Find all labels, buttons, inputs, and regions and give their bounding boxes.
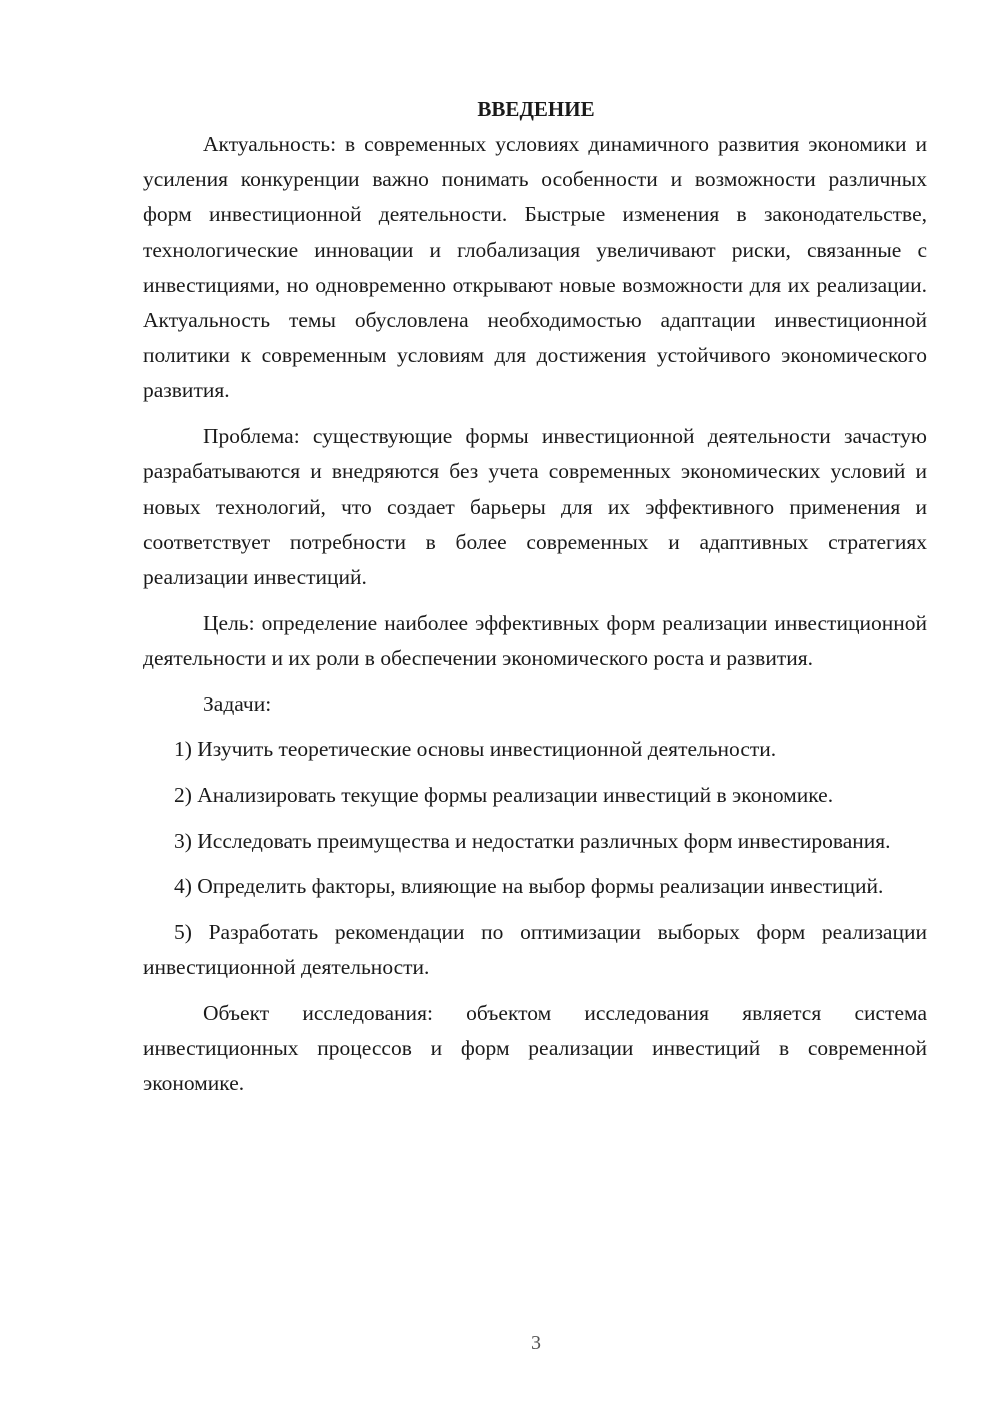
paragraph-goal: Цель: определение наиболее эффективных форм реализации инвестиционной деятельности и их роли в обеспечении экономического роста и развития. — [143, 610, 927, 670]
page-title: ВВЕДЕНИЕ — [477, 97, 595, 121]
task-item-1: 1) Изучить теоретические основы инвестиционной деятельности. — [174, 737, 777, 762]
task-item-5: 5) Разработать рекомендации по оптимизации выборых форм реализации инвестиционной деятельности. — [143, 920, 927, 980]
document-page — [143, 92, 927, 1112]
task-item-4: 4) Определить факторы, влияющие на выбор формы реализации инвестиций. — [174, 874, 884, 899]
paragraph-problem: Проблема: существующие формы инвестиционной деятельности зачастую разрабатываются и внедряются без учета современных экономических условий и новых технологий, что создает барьеры для их эффективного применения и соответствует потребности в более современных и адаптивных стратегиях реализации инвестиций. — [143, 424, 927, 589]
paragraph-tasks-heading: Задачи: — [203, 691, 272, 716]
page-number: 3 — [531, 1332, 541, 1354]
task-item-2: 2) Анализировать текущие формы реализации инвестиций в экономике. — [174, 782, 834, 807]
paragraph-object: Объект исследования: объектом исследования является система инвестиционных процессов и форм реализации инвестиций в современной экономике. — [143, 1000, 927, 1096]
task-item-3: 3) Исследовать преимущества и недостатки различных форм инвестирования. — [174, 828, 891, 853]
paragraph-relevance: Актуальность: в современных условиях динамичного развития экономики и усиления конкуренции важно понимать особенности и возможности различных форм инвестиционной деятельности. Быстрые изменения в законодательстве, технологические инновации и глобализация увеличивают риски, связанные с инвестициями, но одновременно открывают новые возможности для их реализации. Актуальность темы обусловлена необходимостью адаптации инвестиционной политики к современным условиям для достижения устойчивого экономического развития. — [143, 132, 927, 403]
